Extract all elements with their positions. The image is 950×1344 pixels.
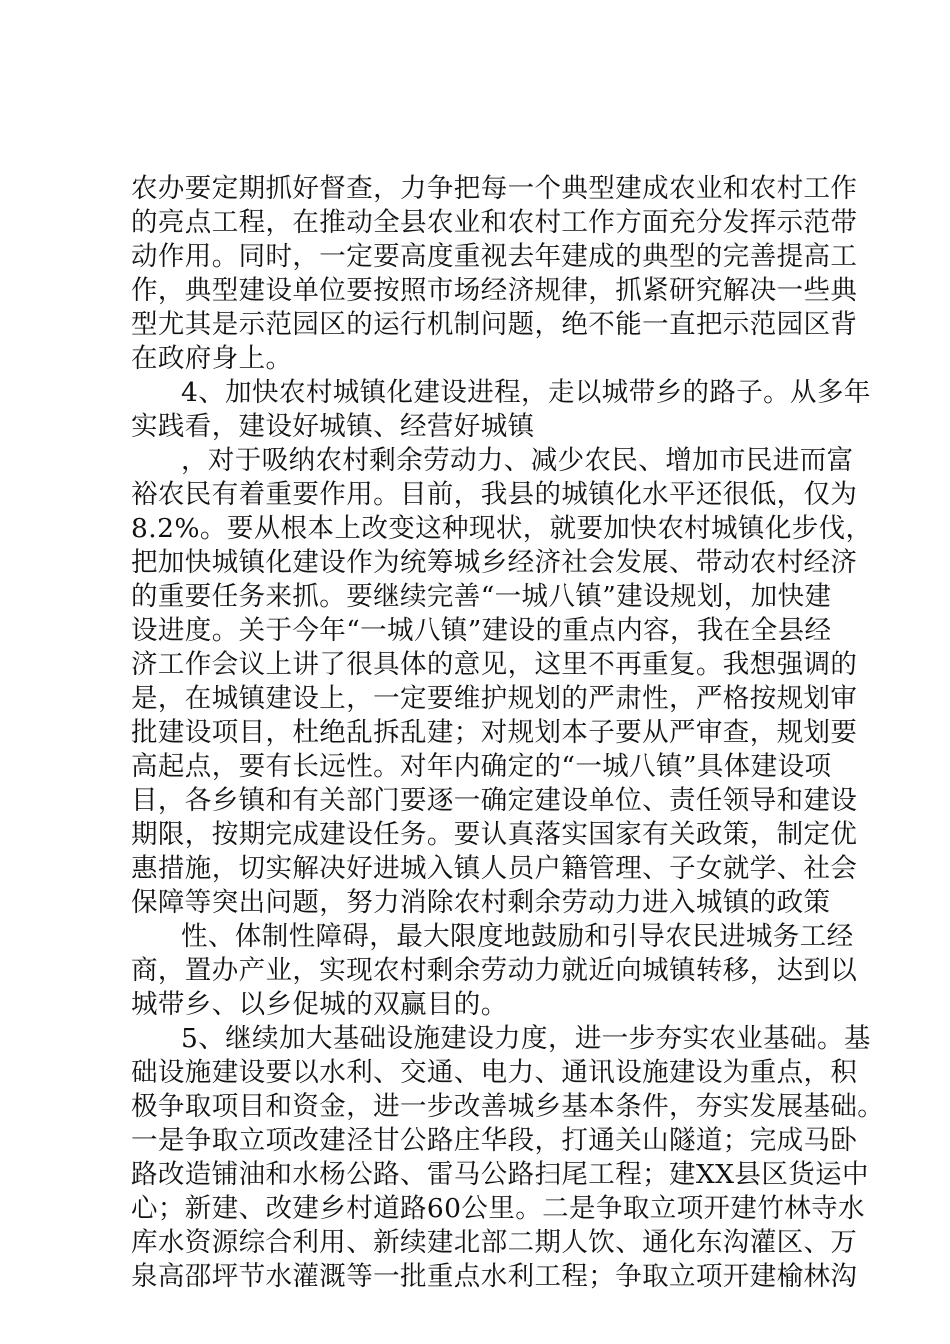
body-line: 惠措施，切实解决好进城入镇人员户籍管理、子女就学、社会: [131, 853, 858, 884]
body-line: 商，置办产业，实现农村剩余劳动力就近向城镇转移，达到以: [131, 955, 858, 986]
body-line: 裕农民有着重要作用。目前，我县的城镇化水平还很低，仅为: [131, 479, 858, 510]
body-line: 济工作会议上讲了很具体的意见，这里不再重复。我想强调的: [131, 649, 858, 680]
body-line: 型尤其是示范园区的运行机制问题，绝不能一直把示范园区背: [131, 309, 858, 340]
body-line: 把加快城镇化建设作为统筹城乡经济社会发展、带动农村经济: [131, 547, 858, 578]
body-line: 期限，按期完成建设任务。要认真落实国家有关政策，制定优: [131, 819, 858, 850]
body-line: 动作用。同时，一定要高度重视去年建成的典型的完善提高工: [131, 241, 858, 272]
body-line: 设进度。关于今年“一城八镇”建设的重点内容，我在全县经: [131, 615, 832, 646]
body-line: 的重要任务来抓。要继续完善“一城八镇”建设规划，加快建: [131, 581, 832, 612]
body-line: ，对于吸纳农村剩余劳动力、减少农民、增加市民进而富: [181, 445, 854, 476]
body-line: 作，典型建设单位要按照市场经济规律，抓紧研究解决一些典: [131, 275, 858, 306]
body-line: 实践看，建设好城镇、经营好城镇: [131, 411, 535, 442]
body-line: 高起点，要有长远性。对年内确定的“一城八镇”具体建设项: [131, 751, 832, 782]
body-line: 在政府身上。: [131, 343, 293, 374]
body-line: 是，在城镇建设上，一定要维护规划的严肃性，严格按规划审: [131, 683, 858, 714]
body-line: 一是争取立项改建泾甘公路庄华段，打通关山隧道；完成马卧: [131, 1125, 858, 1156]
body-line: 8.2%。要从根本上改变这种现状，就要加快农村城镇化步伐，: [131, 513, 873, 544]
body-line: 保障等突出问题，努力消除农村剩余劳动力进入城镇的政策: [131, 887, 831, 918]
body-line: 4、加快农村城镇化建设进程，走以城带乡的路子。从多年: [181, 377, 871, 408]
body-line: 批建设项目，杜绝乱拆乱建；对规划本子要从严审查，规划要: [131, 717, 858, 748]
body-line: 目，各乡镇和有关部门要逐一确定建设单位、责任领导和建设: [131, 785, 858, 816]
body-line: 础设施建设要以水利、交通、电力、通讯设施建设为重点，积: [131, 1057, 858, 1088]
body-line: 的亮点工程，在推动全县农业和农村工作方面充分发挥示范带: [131, 207, 858, 238]
body-line: 性、体制性障碍，最大限度地鼓励和引导农民进城务工经: [181, 921, 854, 952]
body-line: 农办要定期抓好督查，力争把每一个典型建成农业和农村工作: [131, 173, 858, 204]
body-line: 库水资源综合利用、新续建北部二期人饮、通化东沟灌区、万: [131, 1227, 858, 1258]
body-line: 路改造铺油和水杨公路、雷马公路扫尾工程；建XX县区货运中: [131, 1159, 869, 1190]
body-line: 心；新建、改建乡村道路60公里。二是争取立项开建竹林寺水: [131, 1193, 865, 1224]
body-line: 极争取项目和资金，进一步改善城乡基本条件，夯实发展基础。: [131, 1091, 885, 1122]
body-line: 5、继续加大基础设施建设力度，进一步夯实农业基础。基: [181, 1023, 871, 1054]
body-line: 泉高邵坪节水灌溉等一批重点水利工程；争取立项开建榆林沟: [131, 1261, 858, 1292]
body-line: 城带乡、以乡促城的双赢目的。: [131, 989, 508, 1020]
